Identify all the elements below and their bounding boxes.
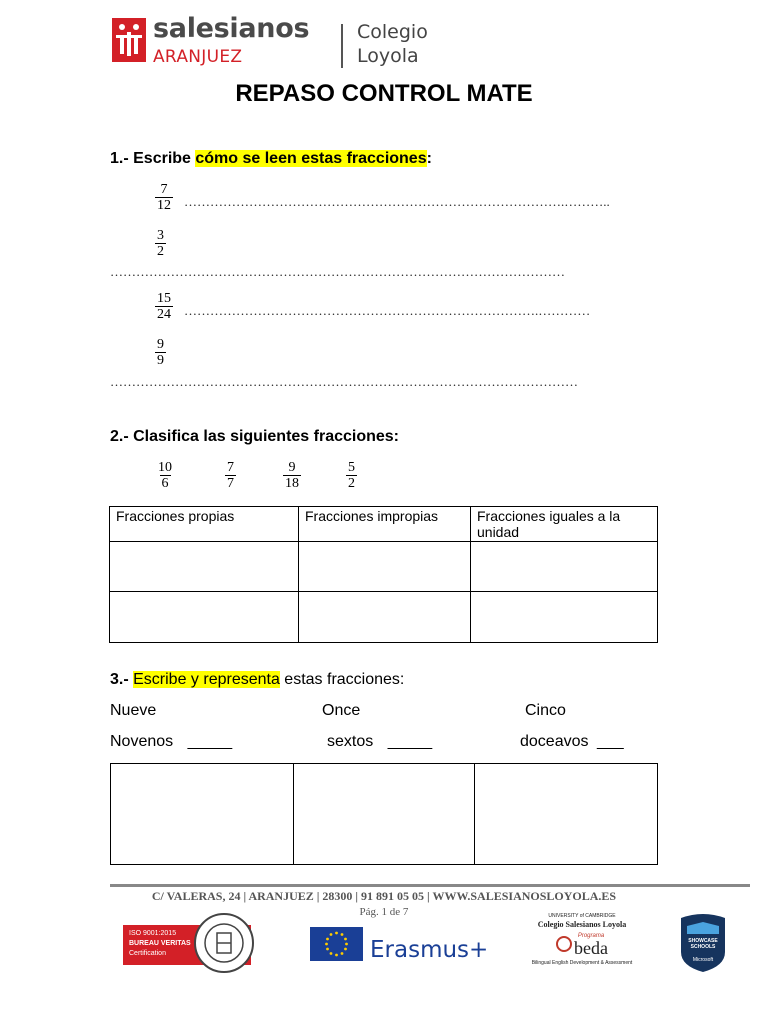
brand-name: salesianos — [153, 13, 310, 44]
fraction-denominator: 18 — [285, 476, 299, 491]
iso-line1: ISO 9001:2015 — [129, 930, 177, 937]
question-3-prefix: 3.- — [110, 671, 134, 688]
representation-table — [110, 763, 658, 865]
answer-cell-impropias-1[interactable] — [299, 542, 471, 592]
word-nueve: Nueve — [110, 702, 157, 719]
fraction-numerator: 3 — [157, 228, 164, 243]
iso-line2: BUREAU VERITAS — [129, 940, 191, 947]
fraction-denominator: 7 — [227, 476, 234, 491]
fraction-9-18 — [283, 460, 301, 491]
bureau-veritas-seal-icon — [193, 912, 255, 979]
answer-line-3: ……………………………………………………………………….………… — [184, 303, 591, 318]
brand-city: ARANJUEZ — [153, 47, 243, 67]
question-2-heading: 2.- Clasifica las siguientes fracciones: — [110, 428, 400, 445]
fraction-7-7 — [225, 460, 236, 491]
fraction-denominator: 2 — [348, 476, 355, 491]
footer-address: C/ VALERAS, 24 | ARANJUEZ | 28300 | 91 891 05 05 | WWW.SALESIANOSLOYOLA.ES — [151, 889, 617, 903]
unit-doceavos — [520, 733, 624, 751]
answer-cell-impropias-2[interactable] — [299, 592, 471, 643]
iso-line3: Certification — [129, 950, 166, 957]
answer-line-1: …………………………………………………………………………….……….. — [184, 194, 610, 209]
header-fracciones-propias: Fracciones propias — [110, 507, 299, 542]
beda-caption: Bilingual English Development & Assessment — [531, 960, 633, 966]
unit-label: Novenos — [110, 733, 174, 750]
answer-cell-unidad-1[interactable] — [471, 542, 658, 592]
fraction-7-12 — [155, 182, 173, 213]
unit-label: sextos — [327, 733, 374, 750]
fraction-denominator: 9 — [157, 353, 164, 368]
beda-ring-icon — [556, 936, 572, 952]
page-title: REPASO CONTROL MATE — [235, 80, 533, 107]
fraction-5-2 — [346, 460, 357, 491]
fraction-denominator: 6 — [161, 476, 169, 491]
microsoft-label: Microsoft — [692, 957, 714, 963]
beda-cambridge-logo — [528, 912, 636, 972]
question-1-highlight: cómo se leen estas fracciones — [195, 150, 427, 167]
blank-line[interactable]: ___ — [596, 733, 624, 750]
question-3-rest: estas fracciones: — [279, 671, 405, 688]
fraction-numerator: 5 — [348, 460, 355, 475]
fraction-15-24 — [155, 291, 173, 322]
question-1-heading — [110, 150, 432, 168]
question-1-prefix: 1.- Escribe — [110, 150, 196, 167]
salesianos-logo-icon — [112, 18, 146, 62]
classification-table — [109, 506, 658, 643]
word-once: Once — [322, 702, 361, 719]
fraction-numerator: 9 — [157, 337, 164, 352]
fraction-numerator: 10 — [158, 460, 172, 475]
header-divider — [341, 24, 343, 68]
unit-sextos — [327, 733, 432, 751]
answer-cell-unidad-2[interactable] — [471, 592, 658, 643]
unit-label: doceavos — [520, 733, 589, 750]
footer-divider — [110, 884, 750, 887]
draw-cell-nueve[interactable] — [111, 764, 294, 865]
fraction-9-9 — [155, 337, 166, 368]
school-line2: Loyola — [357, 45, 419, 67]
cambridge-school: Colegio Salesianos Loyola — [537, 920, 627, 929]
fraction-numerator: 9 — [288, 460, 296, 475]
header-fracciones-impropias: Fracciones impropias — [299, 507, 471, 542]
answer-line-2: …………………………………………………………………………………………… — [110, 264, 565, 279]
fraction-10-6 — [156, 460, 174, 491]
unit-novenos — [110, 733, 232, 751]
school-name — [357, 20, 428, 68]
fraction-denominator: 2 — [157, 244, 164, 259]
fraction-numerator: 15 — [157, 291, 171, 306]
fraction-denominator: 24 — [157, 307, 171, 322]
answer-cell-propias-1[interactable] — [110, 542, 299, 592]
answer-line-4: ……………………………………………………………………………………………… — [110, 374, 578, 389]
draw-cell-cinco[interactable] — [475, 764, 658, 865]
question-1-colon: : — [426, 150, 432, 167]
fraction-3-2 — [155, 228, 166, 259]
blank-line[interactable]: _____ — [387, 733, 433, 750]
question-3-highlight: Escribe y representa — [133, 671, 280, 688]
answer-cell-propias-2[interactable] — [110, 592, 299, 643]
cambridge-line: UNIVERSITY of CAMBRIDGE — [548, 913, 616, 919]
fraction-denominator: 12 — [157, 198, 171, 213]
eu-flag-icon — [310, 927, 363, 961]
question-3-heading — [110, 671, 404, 689]
erasmus-logo: Erasmus+ — [370, 937, 489, 963]
school-line1: Colegio — [357, 21, 428, 43]
page-number: Pág. 1 de 7 — [359, 906, 409, 918]
fraction-numerator: 7 — [160, 182, 168, 197]
header-fracciones-iguales-unidad: Fracciones iguales a la unidad — [471, 507, 658, 542]
fraction-numerator: 7 — [227, 460, 234, 475]
beda-program: Programa — [577, 933, 605, 939]
beda-wordmark: beda — [574, 938, 608, 958]
word-cinco: Cinco — [525, 702, 566, 719]
draw-cell-once[interactable] — [294, 764, 475, 865]
blank-line[interactable]: _____ — [187, 733, 233, 750]
showcase-label: SHOWCASE SCHOOLS — [688, 938, 718, 950]
